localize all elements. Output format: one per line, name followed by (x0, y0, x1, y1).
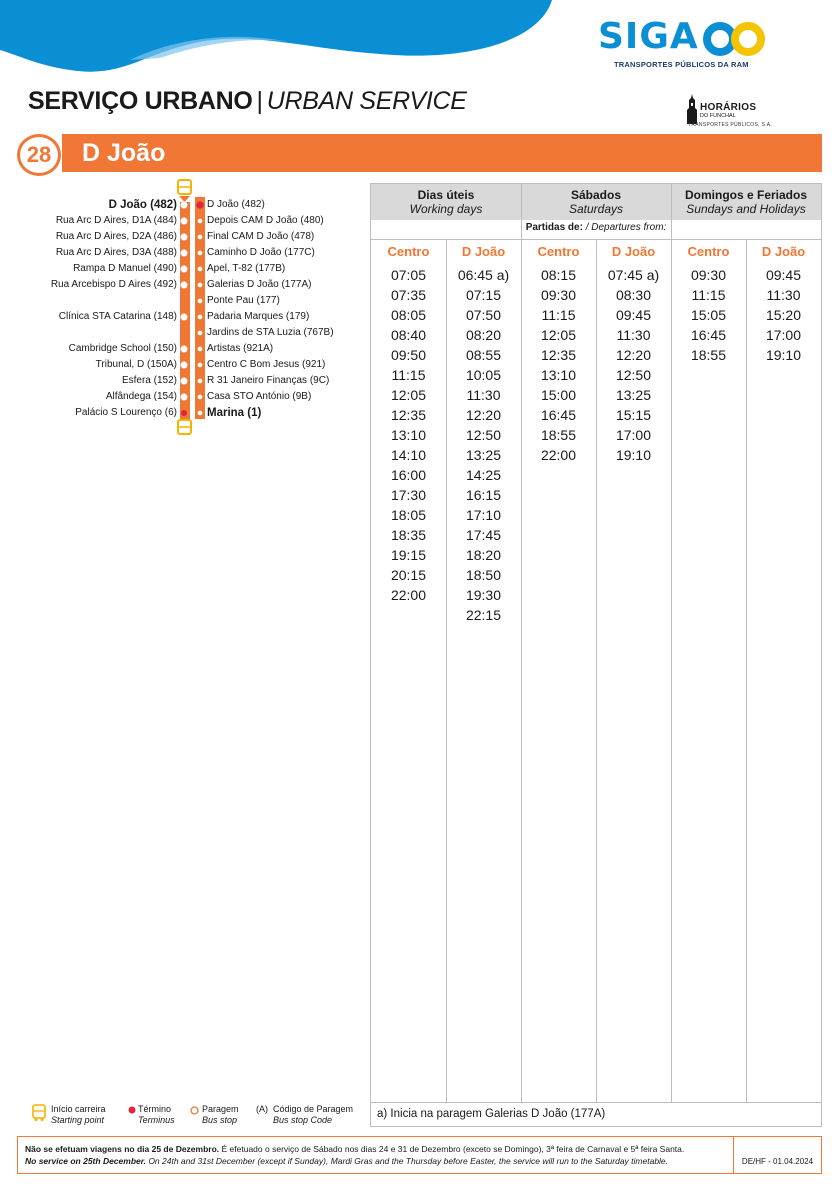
day-type-label: Sábados (570, 188, 621, 202)
departure-times-column (596, 265, 671, 465)
stop-dot (181, 314, 187, 320)
departure-time: 13:25 (465, 447, 502, 463)
tower-icon (686, 94, 698, 124)
stop-dot (197, 410, 203, 416)
departure-time: 12:05 (390, 387, 427, 403)
header-working-days (371, 184, 521, 220)
day-type-label-en: Sundays and Holidays (686, 202, 806, 216)
stop-label: Rampa D Manuel (490) (73, 263, 177, 274)
legend-stop-code (256, 1104, 353, 1126)
departure-time: 08:20 (465, 327, 502, 343)
legend-stop-label: Paragem (202, 1104, 239, 1114)
departure-time: 12:50 (465, 427, 502, 443)
stop-label: Rua Arc D Aires, D2A (486) (55, 231, 177, 242)
departure-time: 07:15 (465, 287, 502, 303)
departures-label-en: / Departures from: (585, 222, 667, 233)
stop-dot (197, 314, 203, 320)
stop-label: Cambridge School (150) (68, 343, 177, 354)
departure-time: 13:10 (390, 427, 427, 443)
departure-time: 12:20 (615, 347, 652, 363)
departure-time: 17:00 (615, 427, 652, 443)
stop-dot (181, 362, 187, 368)
departure-time: 12:35 (390, 407, 427, 423)
departure-origin-header: D João (461, 244, 506, 259)
inbound-stop-list (207, 197, 334, 421)
stop-dot (181, 218, 187, 224)
departure-time: 08:30 (615, 287, 652, 303)
footer-notice (17, 1136, 822, 1174)
operator-company: TRANSPORTES PÚBLICOS, S.A. (688, 122, 773, 128)
route-name: D João (82, 139, 166, 167)
stop-dot (197, 362, 203, 368)
departure-time: 12:20 (465, 407, 502, 423)
stop-label: Alfândega (154) (105, 391, 177, 402)
departure-time: 11:30 (616, 327, 651, 343)
departure-time: 06:45 a) (457, 267, 510, 283)
timetable-footnote: a) Inicia na paragem Galerias D João (177A) (377, 1108, 606, 1120)
departure-origin-header: Centro (387, 244, 430, 259)
departure-time: 14:10 (390, 447, 427, 463)
stop-label: Esfera (152) (121, 375, 177, 386)
route-line-inbound (195, 197, 205, 419)
departure-time: 18:55 (540, 427, 577, 443)
route-header-bar (62, 134, 822, 172)
stop-dot (197, 282, 203, 288)
departure-time: 08:15 (540, 267, 577, 283)
departure-time: 08:55 (465, 347, 502, 363)
legend-code-symbol: (A) (256, 1104, 268, 1114)
departure-time: 12:05 (540, 327, 577, 343)
stop-dot (181, 202, 187, 208)
stop-label: D João (482) (207, 199, 265, 210)
stop-label: Final CAM D João (478) (207, 231, 315, 242)
departure-time: 11:30 (466, 387, 501, 403)
departure-time: 22:15 (465, 607, 502, 623)
stop-label (51, 325, 177, 341)
departure-time: 09:50 (390, 347, 427, 363)
stop-dot (181, 234, 187, 240)
terminus-dot (197, 202, 203, 208)
departure-time: 13:10 (540, 367, 577, 383)
departure-time: 11:15 (541, 307, 576, 323)
departure-time: 08:05 (390, 307, 427, 323)
departures-label-pt: Partidas de: (525, 222, 583, 233)
title-english: URBAN SERVICE (266, 87, 467, 115)
departure-times-column (671, 265, 746, 365)
siga-logo (598, 18, 770, 69)
departure-time: 18:50 (465, 567, 502, 583)
day-type-label-en: Saturdays (568, 202, 624, 216)
stop-label: Depois CAM D João (480) (207, 215, 324, 226)
stop-dot (181, 282, 187, 288)
day-type-label-en: Working days (409, 202, 483, 216)
legend-start-label-en: Starting point (51, 1115, 105, 1125)
departure-time: 18:05 (390, 507, 427, 523)
departure-times-column (446, 265, 521, 625)
stop-label: Rua Arcebispo D Aires (492) (50, 279, 177, 290)
stop-label (51, 293, 177, 309)
departures-from-label (371, 222, 821, 233)
footer-en-bold: No service on 25th December. (25, 1156, 146, 1166)
legend-code-label-en: Bus stop Code (273, 1115, 333, 1125)
departure-time: 16:45 (690, 327, 727, 343)
departure-time: 19:15 (390, 547, 427, 563)
departure-origin-header: D João (611, 244, 656, 259)
header-wave-decoration (0, 0, 560, 80)
stop-label: Tribunal, D (150A) (95, 359, 177, 370)
departure-origin-header: Centro (687, 244, 730, 259)
departure-time: 22:00 (540, 447, 577, 463)
stop-dot (181, 250, 187, 256)
departure-time: 16:00 (390, 467, 427, 483)
day-type-label: Dias úteis (417, 188, 475, 202)
stop-dot (197, 298, 203, 304)
legend-terminus-label-en: Terminus (138, 1115, 175, 1125)
stop-dot (197, 234, 203, 240)
departure-time: 09:45 (615, 307, 652, 323)
siga-logo-subtitle: TRANSPORTES PÚBLICOS DA RAM (614, 60, 749, 69)
departure-time: 16:15 (465, 487, 502, 503)
header-sundays-holidays (671, 184, 821, 220)
departure-time: 07:50 (465, 307, 502, 323)
page-title (28, 87, 467, 116)
legend-stop-label-en: Bus stop (202, 1115, 238, 1125)
departure-origin-header: Centro (537, 244, 580, 259)
terminus-dot-icon (128, 1106, 136, 1114)
departure-time: 09:45 (765, 267, 802, 283)
stop-label: D João (482) (108, 199, 177, 211)
stop-label: Apel, T-82 (177B) (207, 263, 286, 274)
header-saturdays (521, 184, 671, 220)
legend-bus-stop (190, 1104, 239, 1126)
departure-time: 14:25 (465, 467, 502, 483)
siga-logo-text: SIGA (598, 16, 699, 57)
departure-time: 18:55 (690, 347, 727, 363)
stop-dot (197, 378, 203, 384)
outbound-stop-list (51, 197, 177, 421)
departure-time: 13:25 (615, 387, 652, 403)
footer-text (25, 1143, 735, 1167)
divider (371, 1102, 821, 1103)
departure-time: 09:30 (690, 267, 727, 283)
departure-time: 09:30 (540, 287, 577, 303)
timetable (370, 183, 822, 1127)
document-reference: DE/HF - 01.04.2024 (733, 1137, 821, 1173)
departure-time: 12:50 (615, 367, 652, 383)
departure-time: 19:10 (615, 447, 652, 463)
stop-dot (197, 266, 203, 272)
column-divider (746, 240, 747, 1102)
departure-times-column (521, 265, 596, 465)
siga-rings-icon (702, 20, 768, 58)
stop-label: Rua Arc D Aires, D3A (488) (55, 247, 177, 258)
departure-time: 15:05 (690, 307, 727, 323)
footer-pt-text: É efetuado o serviço de Sábado nos dias 24 e 31 de Dezembro (exceto se Domingo), 3ª feira de Carnaval e 5ª feira Santa. (219, 1144, 685, 1154)
departure-times-column (746, 265, 821, 365)
stop-label: Caminho D João (177C) (207, 247, 315, 258)
departure-time: 22:00 (390, 587, 427, 603)
departure-time: 10:05 (465, 367, 502, 383)
departure-time: 19:10 (765, 347, 802, 363)
stop-label: Palácio S Lourenço (6) (75, 407, 177, 418)
departure-time: 19:30 (465, 587, 502, 603)
operator-city: DO FUNCHAL (700, 113, 736, 119)
stop-dot (197, 346, 203, 352)
departure-time: 15:15 (615, 407, 652, 423)
route-number-badge: 28 (17, 134, 61, 176)
departure-time: 07:05 (390, 267, 427, 283)
stop-label: Casa STO António (9B) (207, 391, 312, 402)
departure-time: 16:45 (540, 407, 577, 423)
legend-start-label: Início carreira (51, 1104, 106, 1114)
stop-label: Jardins de STA Luzia (767B) (207, 327, 334, 338)
departure-time: 07:45 a) (607, 267, 660, 283)
departure-time: 11:15 (391, 367, 426, 383)
stop-dot (181, 266, 187, 272)
stop-label: Clínica STA Catarina (148) (58, 311, 177, 322)
stop-dot (197, 394, 203, 400)
stop-label: Padaria Marques (179) (207, 311, 310, 322)
stop-dot (197, 218, 203, 224)
departure-times-column (371, 265, 446, 605)
stop-label: Centro C Bom Jesus (921) (207, 359, 326, 370)
legend-code-label: Código de Paragem (273, 1104, 354, 1114)
day-type-label: Domingos e Feriados (684, 188, 808, 202)
footer-pt-bold: Não se efetuam viagens no dia 25 de Dezembro. (25, 1144, 220, 1154)
stop-label: Galerias D João (177A) (207, 279, 312, 290)
stop-label: Marina (1) (207, 407, 262, 419)
legend-terminus (128, 1104, 175, 1126)
stop-dot (181, 346, 187, 352)
legend-start (32, 1104, 106, 1126)
operator-name: HORÁRIOS (700, 102, 757, 113)
departure-time: 18:20 (465, 547, 502, 563)
footer-en-text: On 24th and 31st December (except if Sunday), Mardi Gras and the Thursday before Easter, the service will run to the Saturday timetable. (145, 1156, 669, 1166)
departure-origin-header: D João (761, 244, 806, 259)
departure-time: 17:30 (390, 487, 427, 503)
bus-stop-dot-icon (190, 1106, 199, 1115)
terminus-dot (181, 410, 187, 416)
stop-dot (181, 378, 187, 384)
departure-time: 17:00 (765, 327, 802, 343)
departure-time: 08:40 (390, 327, 427, 343)
title-portuguese: SERVIÇO URBANO (28, 87, 253, 115)
title-separator: | (256, 87, 263, 115)
departure-time: 07:35 (390, 287, 427, 303)
legend-terminus-label: Término (138, 1104, 172, 1114)
departure-time: 11:30 (766, 287, 801, 303)
departure-time: 17:10 (465, 507, 502, 523)
stop-label: Rua Arc D Aires, D1A (484) (55, 215, 177, 226)
departure-time: 18:35 (390, 527, 427, 543)
departure-time: 15:20 (765, 307, 802, 323)
departure-time: 15:00 (540, 387, 577, 403)
bus-icon (32, 1104, 46, 1122)
stop-label: Artistas (921A) (207, 343, 274, 354)
stop-dot (197, 330, 203, 336)
stop-dot (181, 394, 187, 400)
departure-time: 12:35 (540, 347, 577, 363)
departure-time: 20:15 (390, 567, 427, 583)
departure-time: 11:15 (691, 287, 726, 303)
stop-dot (197, 250, 203, 256)
departure-time: 17:45 (465, 527, 502, 543)
stop-label: R 31 Janeiro Finanças (9C) (207, 375, 330, 386)
stop-label: Ponte Pau (177) (207, 295, 280, 306)
